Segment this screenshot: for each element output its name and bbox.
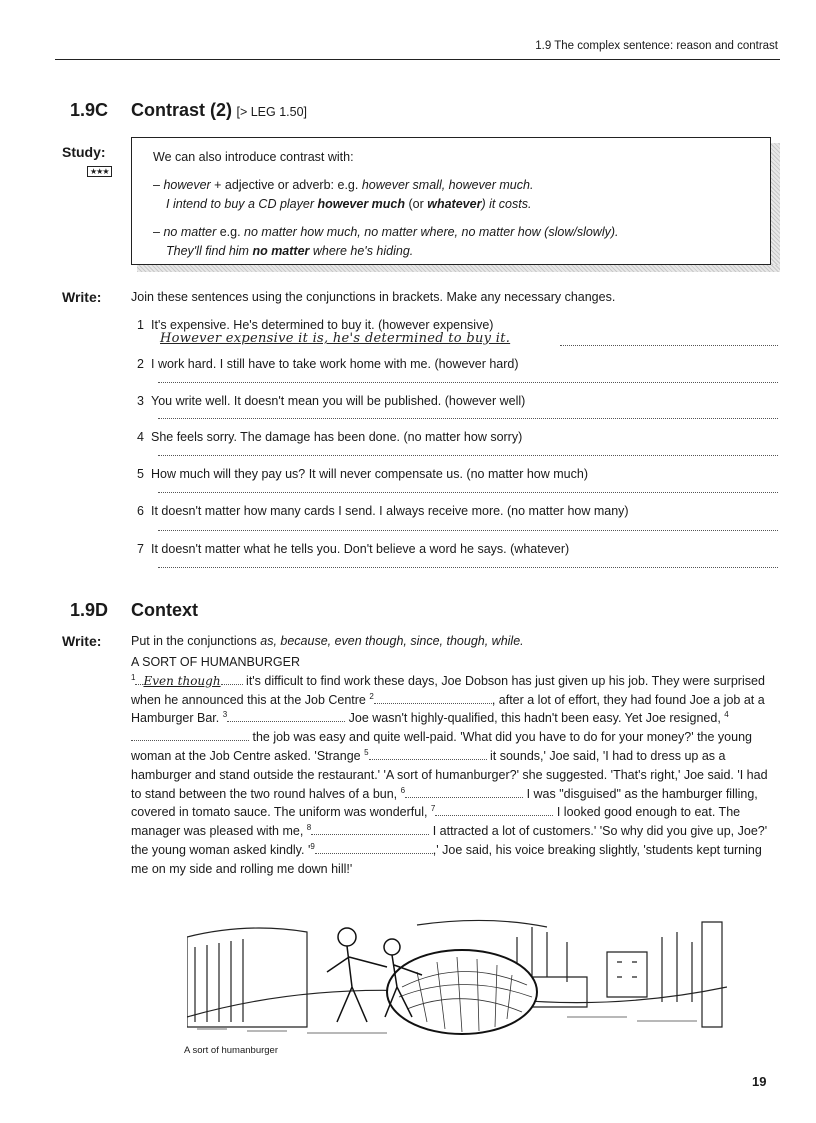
answer-line-3[interactable] [158,418,778,419]
gap-8[interactable] [311,824,429,835]
study-box-shadow [771,143,780,272]
study-intro: We can also introduce contrast with: [153,150,354,164]
passage: A SORT OF HUMANBURGER $^1$ Even though it's difficult to find work these days, Joe Dobson has just given up his job. They were surprised when he announced this at the Job Centre $^2$ , after a lot of effort, they had found Joe a job at a Hamburger Bar. $^3$ Joe wasn't highly-qualified, this hadn't been easy. Yet Joe resigned, $^4$ the job was easy and quite well-paid. 'What did you have to do for your money?' the young woman at the Job Centre asked. 'Strange $^5$ it sounds,' Joe said, 'I had to dress up as a hamburger and stand outside the restaurant.' 'A sort of humanburger?' she suggested. 'That's right,' Joe said. 'I had to stand between the two round halves of a bun, $^6$ I was "disguised" as the hamburger filling, covered in tomato sauce. The uniform was wonderful, $^7$ I looked good enough to eat. The manager was pleased with me, $^8$ I attracted a lot of customers.' 'So why did you give up, Joe?' the young woman asked kindly. '$^9$ ,' Joe said, his voice breaking slightly, 'students kept turning me on my side and rolling me down hill!' [131,653,781,879]
difficulty-stars: ★★★ [87,166,112,177]
instruction-c: Join these sentences using the conjunctions in brackets. Make any necessary changes. [131,290,616,304]
instruction-d: Put in the conjunctions as, because, even though, since, though, while. [131,634,524,648]
section-heading-c [131,100,307,121]
illustration-caption: A sort of humanburger [184,1045,278,1056]
gap-3[interactable] [227,711,345,722]
exercise-2: 2 I work hard. I still have to take work home with me. (however hard) [137,357,519,371]
section-number-d: 1.9D [70,600,109,620]
exercise-1: 1 It's expensive. He's determined to buy it. (however expensive) [137,318,494,332]
exercise-6: 6 It doesn't matter how many cards I send. I always receive more. (no matter how many) [137,504,629,518]
exercise-4: 4 She feels sorry. The damage has been done. (no matter how sorry) [137,430,523,444]
section-number-c: 1.9C [70,100,109,120]
answer-line-6[interactable] [158,530,778,531]
study-label: Study: [62,144,106,160]
passage-answer-1: Even though [143,673,221,688]
write-label-d: Write: [62,633,102,649]
gap-6[interactable] [405,787,523,798]
gap-2[interactable] [374,693,492,704]
header-rule [55,59,780,60]
answer-line-5[interactable] [158,492,778,493]
passage-title: A SORT OF HUMANBURGER [131,655,301,669]
study-item-no-matter: – no matter e.g. no matter how much, no matter where, no matter how (slow/slowly). [153,225,619,239]
section-title-d: Context [131,600,198,620]
running-head: 1.9 The complex sentence: reason and contrast [535,40,778,52]
answer-line-4[interactable] [158,455,778,456]
study-example-however: I intend to buy a CD player however much (or whatever) it costs. [166,197,532,211]
exercise-7: 7 It doesn't matter what he tells you. Don't believe a word he says. (whatever) [137,542,570,556]
page-number: 19 [752,1074,767,1089]
answer-line-2[interactable] [158,382,778,383]
gap-7[interactable] [435,805,553,816]
answer-line-1[interactable] [560,345,778,346]
exercise-5: 5 How much will they pay us? It will never compensate us. (no matter how much) [137,467,588,481]
exercise-3: 3 You write well. It doesn't mean you will be published. (however well) [137,394,526,408]
gap-5[interactable] [369,749,487,760]
study-item-however: – however + adjective or adverb: e.g. however small, however much. [153,178,534,192]
gap-9[interactable] [315,843,433,854]
answer-line-7[interactable] [158,567,778,568]
humanburger-illustration [187,917,727,1037]
exercise-1-answer: However expensive it is, he's determined to buy it. [160,331,511,346]
write-label-c: Write: [62,289,102,305]
study-example-no-matter: They'll find him no matter where he's hiding. [166,244,414,258]
section-ref-c: [> LEG 1.50] [236,105,308,119]
study-box-shadow-bottom [137,265,780,272]
gap-4[interactable] [131,730,249,741]
section-title-c: Contrast (2) [131,100,233,120]
